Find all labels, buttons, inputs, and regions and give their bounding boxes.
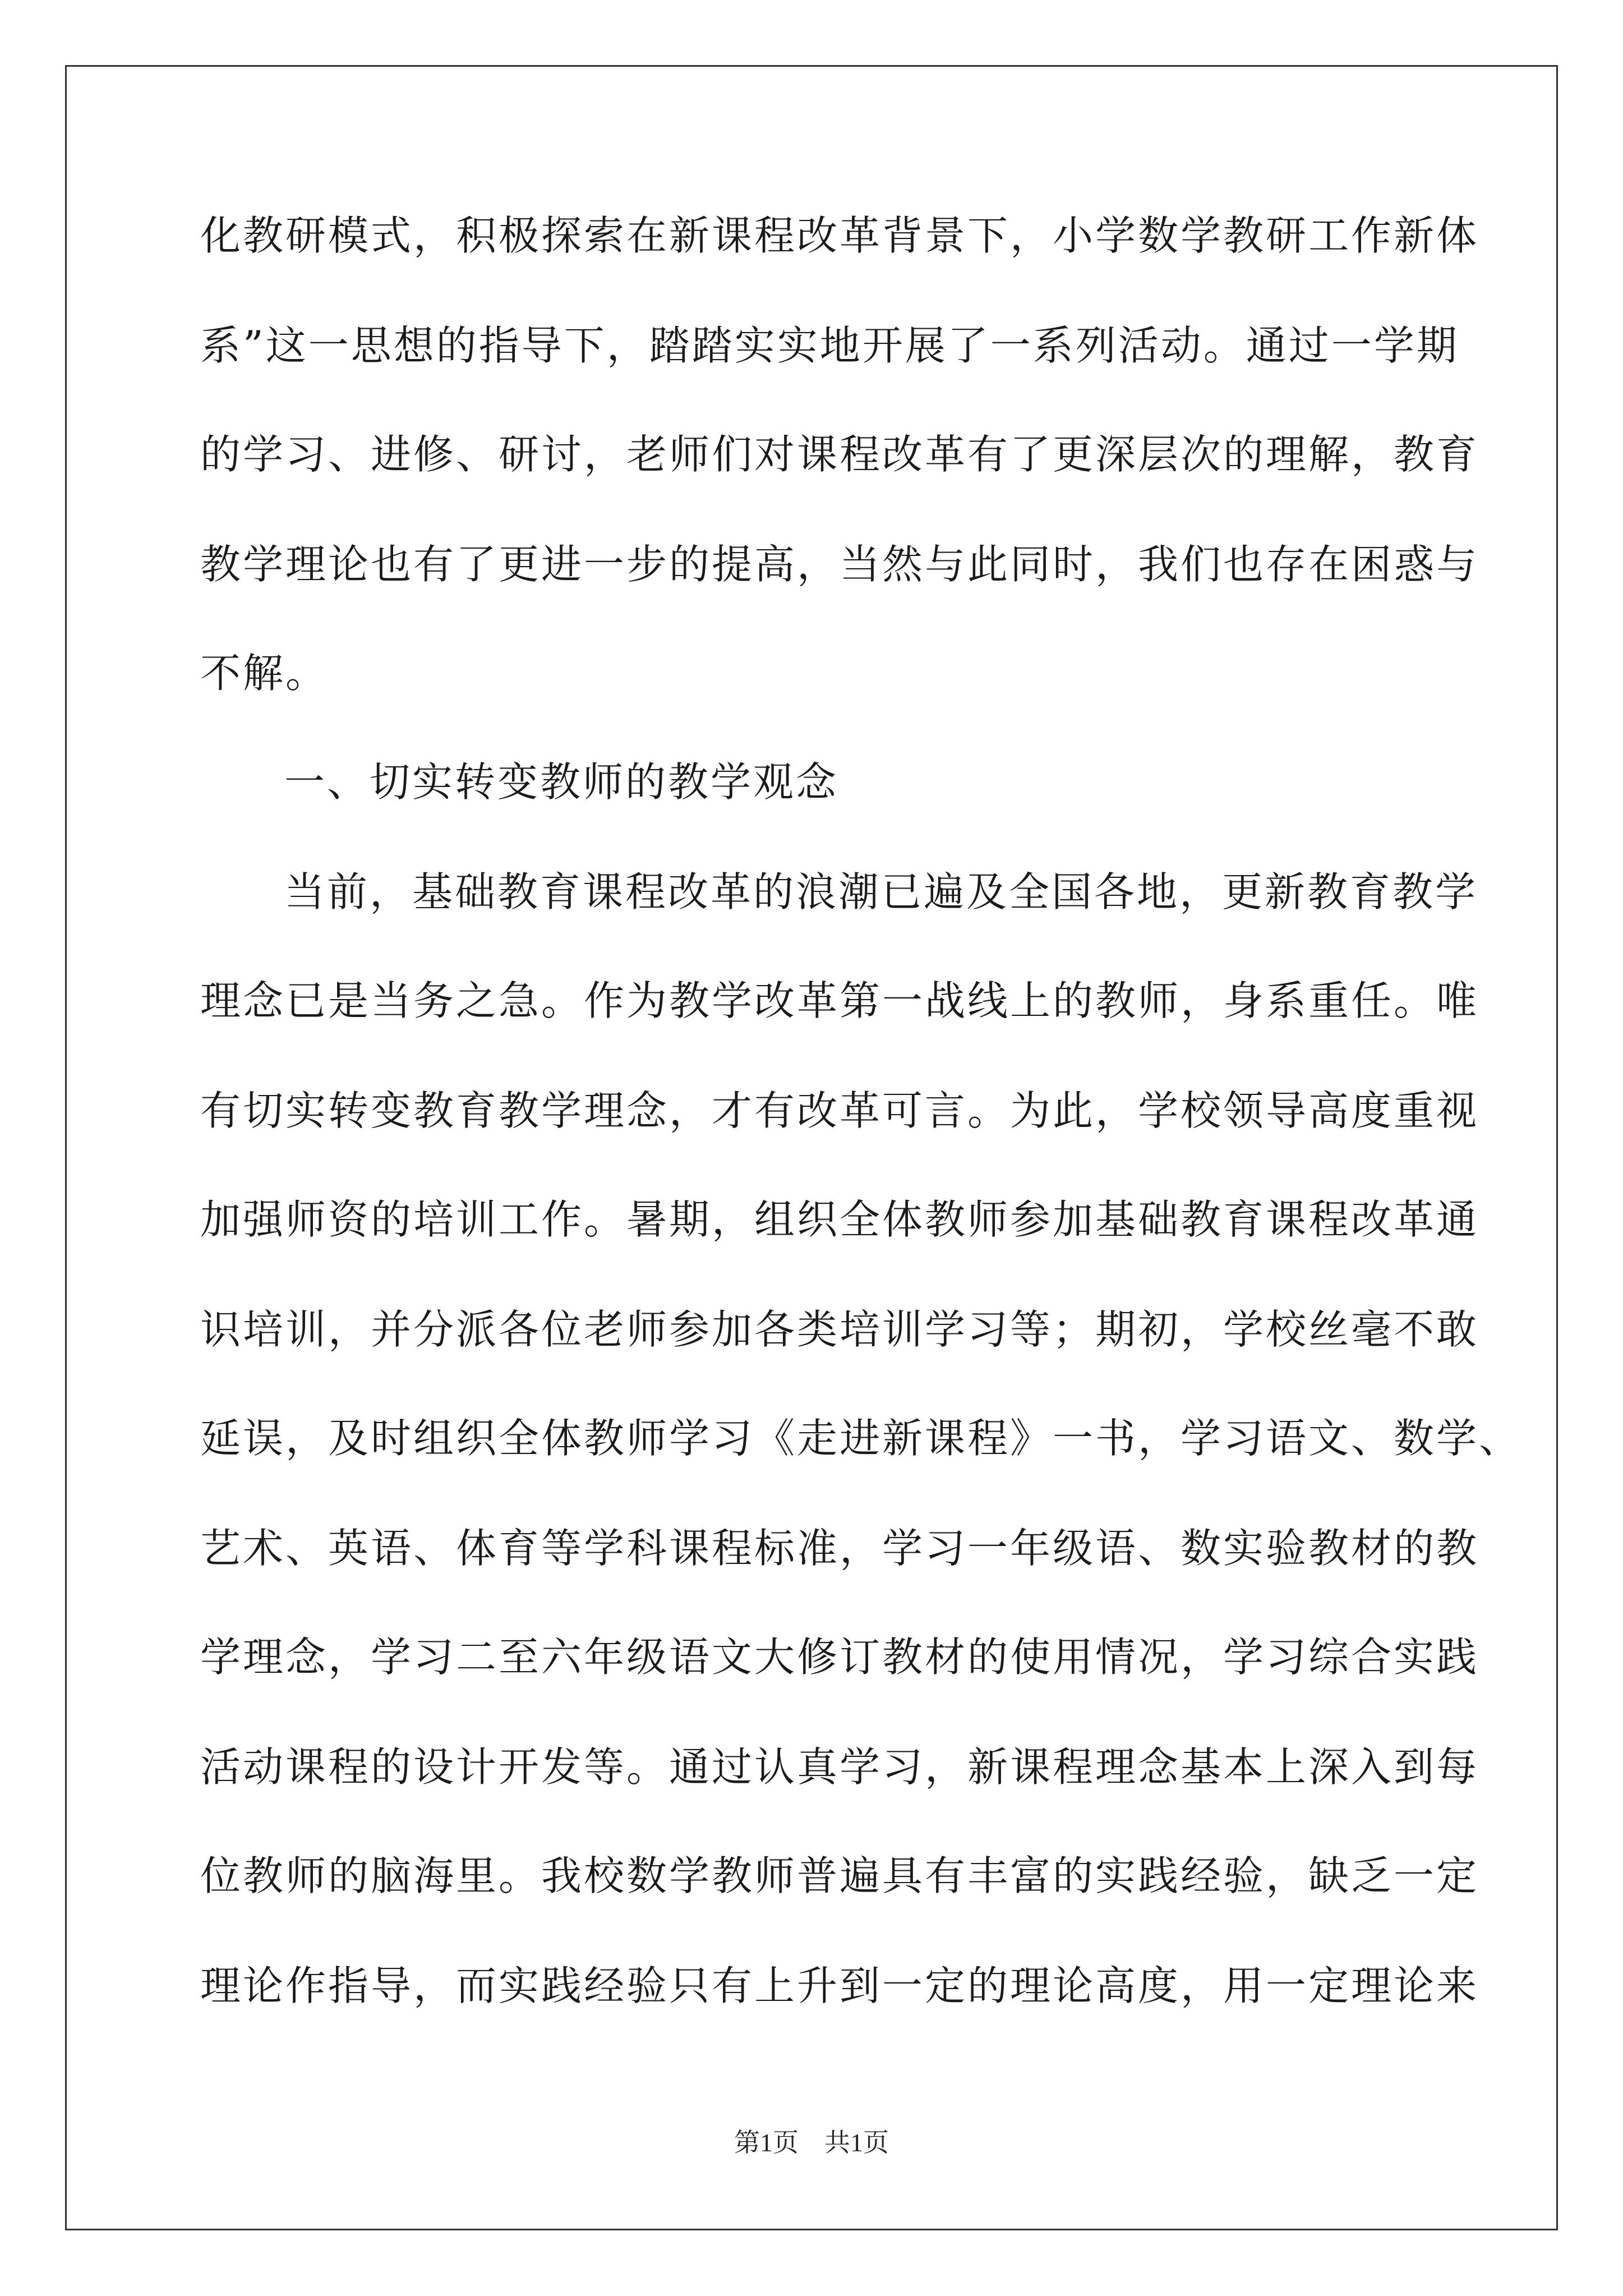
text-line: 学理念，学习二至六年级语文大修订教材的使用情况，学习综合实践 bbox=[200, 1634, 1479, 1681]
text-line: 艺术、英语、体育等学科课程标准，学习一年级语、数实验教材的教 bbox=[200, 1525, 1479, 1572]
text-line: 不解。 bbox=[200, 650, 329, 697]
page-footer bbox=[0, 2126, 1623, 2160]
section-heading: 一、切实转变教师的教学观念 bbox=[284, 758, 839, 806]
paragraph-first-line: 当前，基础教育课程改革的浪潮已遍及全国各地，更新教育教学 bbox=[284, 868, 1478, 915]
page-total: 共1页 bbox=[824, 2128, 889, 2157]
text-line: 理论作指导，而实践经验只有上升到一定的理论高度，用一定理论来 bbox=[200, 1962, 1479, 2009]
text-line: 系”这一思想的指导下，踏踏实实地开展了一系列活动。通过一学期 bbox=[200, 322, 1459, 369]
text-line: 有切实转变教育教学理念，才有改革可言。为此，学校领导高度重视 bbox=[200, 1087, 1479, 1134]
text-line: 活动课程的设计开发等。通过认真学习，新课程理念基本上深入到每 bbox=[200, 1743, 1479, 1791]
text-line: 的学习、进修、研讨，老师们对课程改革有了更深层次的理解，教育 bbox=[200, 431, 1479, 478]
text-line: 位教师的脑海里。我校数学教师普遍具有丰富的实践经验，缺乏一定 bbox=[200, 1852, 1479, 1899]
page-number: 第1页 bbox=[734, 2128, 799, 2157]
text-line: 延误，及时组织全体教师学习《走进新课程》一书，学习语文、数学、 bbox=[200, 1415, 1522, 1462]
page-border bbox=[65, 65, 1558, 2230]
text-line: 加强师资的培训工作。暑期，组织全体教师参加基础教育课程改革通 bbox=[200, 1196, 1479, 1243]
text-line: 教学理论也有了更进一步的提高，当然与此同时，我们也存在困惑与 bbox=[200, 541, 1479, 588]
text-line: 化教研模式，积极探索在新课程改革背景下，小学数学教研工作新体 bbox=[200, 212, 1479, 259]
text-line: 识培训，并分派各位老师参加各类培训学习等；期初，学校丝毫不敢 bbox=[200, 1306, 1479, 1353]
text-line: 理念已是当务之急。作为教学改革第一战线上的教师，身系重任。唯 bbox=[200, 977, 1479, 1024]
